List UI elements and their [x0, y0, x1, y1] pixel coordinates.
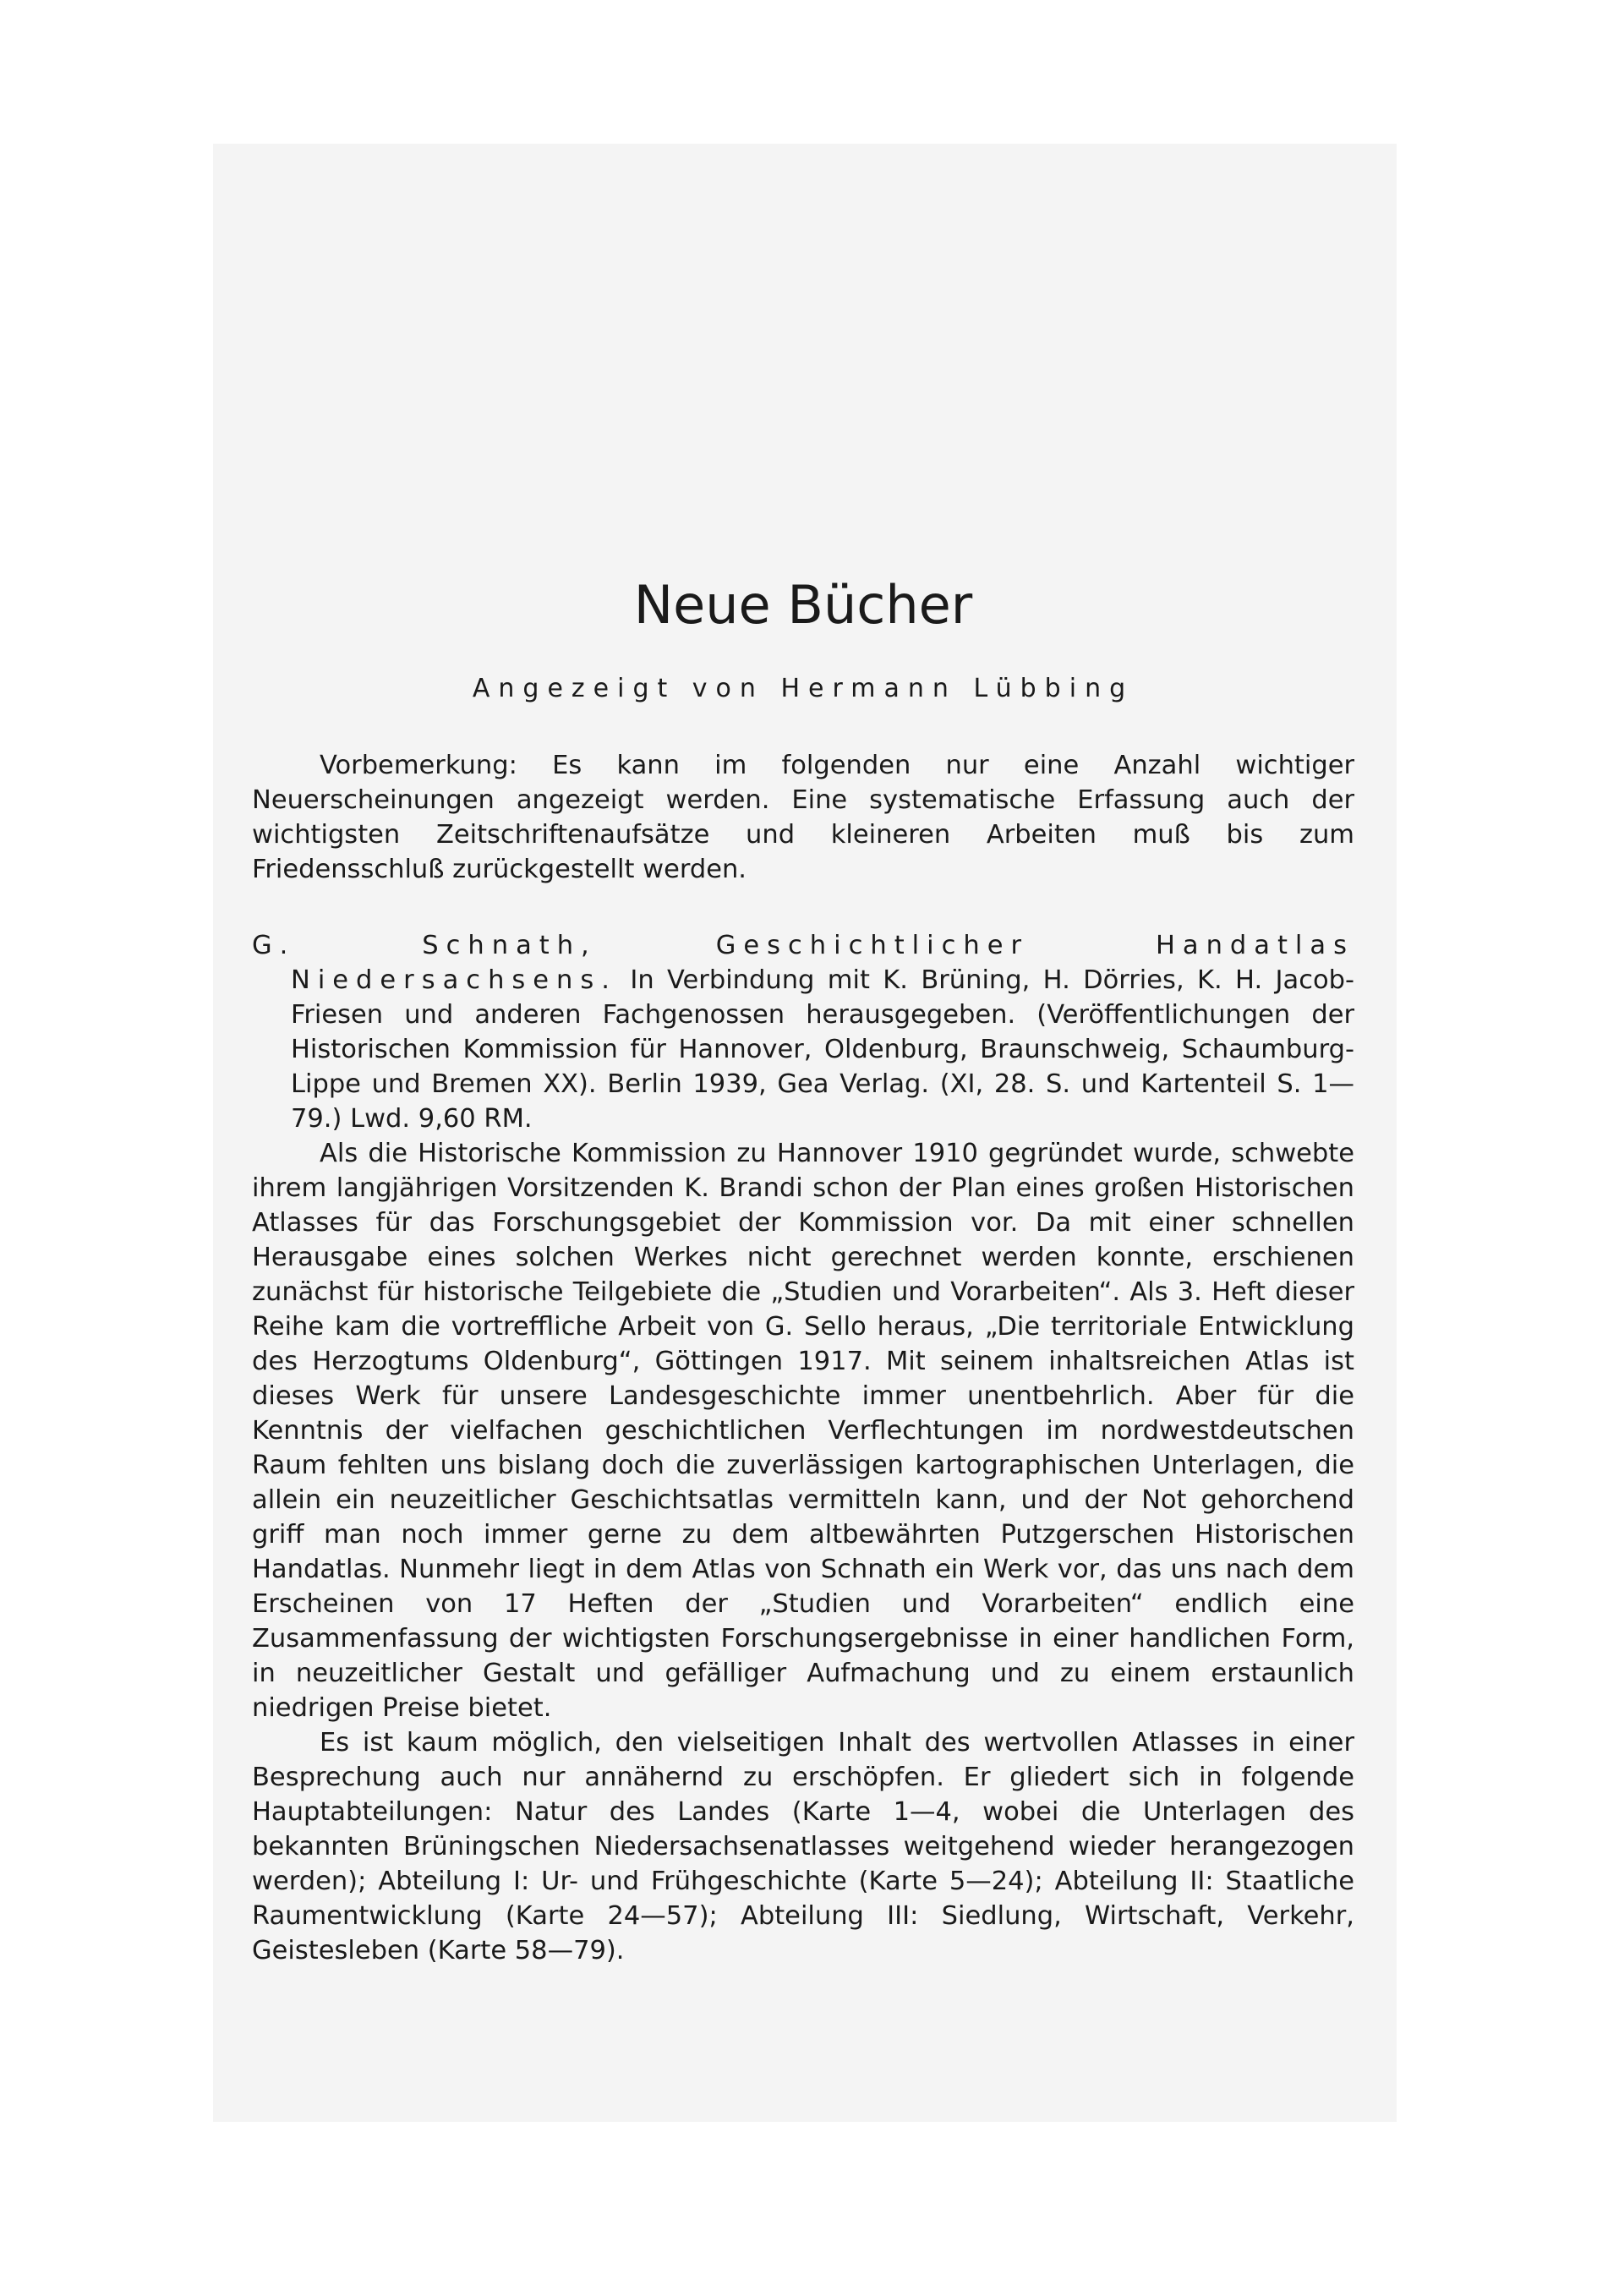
book-review-entry [252, 928, 1354, 1968]
entry-bibliographic: In Verbindung mit K. Brüning, H. Dörries, K. H. Jacob-Friesen und anderen Fachgenossen herausgegeben. (Veröffentlichungen der Historischen Kommission für Hannover, Oldenburg, Braunschweig, Schaumburg-Lippe und Bremen XX). Berlin 1939, Gea Verlag. (XI, 28. S. und Kartenteil S. 1—79.) Lwd. 9,60 RM. [291, 965, 1354, 1134]
page-subtitle: Angezeigt von Hermann Lübbing [472, 674, 1135, 703]
review-paragraph-1: Als die Historische Kommission zu Hannover 1910 gegründet wurde, schwebte ihrem langjährigen Vorsitzenden K. Brandi schon der Plan eines großen Historischen Atlasses für das Forschungsgebiet der Kommission vor. Da mit einer schnellen Herausgabe eines solchen Werkes nicht gerechnet werden konnte, erschienen zunächst für historische Teilgebiete die „Studien und Vorarbeiten“. Als 3. Heft dieser Reihe kam die vortreffliche Arbeit von G. Sello heraus, „Die territoriale Entwicklung des Herzogtums Oldenburg“, Göttingen 1917. Mit seinem inhaltsreichen Atlas ist dieses Werk für unsere Landesgeschichte immer unentbehrlich. Aber für die Kenntnis der vielfachen geschichtlichen Verflechtungen im nordwestdeutschen Raum fehlten uns bislang doch die zuverlässigen kartographischen Unterlagen, die allein ein neuzeitlicher Geschichtsatlas vermitteln kann, und der Not gehorchend griff man noch immer gerne zu dem altbewährten Putzgerschen Historischen Handatlas. Nunmehr liegt in dem Atlas von Schnath ein Werk vor, das uns nach dem Erscheinen von 17 Heften der „Studien und Vorarbeiten“ endlich eine Zusammenfassung der wichtigsten Forschungsergebnisse in einer handlichen Form, in neuzeitlicher Gestalt und gefälliger Aufmachung und zu einem erstaunlich niedrigen Preise bietet. [252, 1139, 1354, 1723]
prefatory-note: Vorbemerkung: Es kann im folgenden nur eine Anzahl wichtiger Neuerscheinungen angezeigt werden. Eine systematische Erfassung auch der wichtigsten Zeitschriftenaufsätze und kleineren Arbeiten muß bis zum Friedensschluß zurückgestellt werden. [252, 751, 1354, 884]
entry-citation [252, 928, 1354, 1136]
entry-work-title: Geschichtlicher Handatlas Niedersachsens. [291, 931, 1354, 995]
review-paragraph-2: Es ist kaum möglich, den vielseitigen Inhalt des wertvollen Atlasses in einer Besprechung auch nur annähernd zu erschöpfen. Er gliedert sich in folgende Hauptabteilungen: Natur des Landes (Karte 1—4, wobei die Unterlagen des bekannten Brüningschen Niedersachsenatlasses weitgehend wieder herangezogen werden); Abteilung I: Ur- und Frühgeschichte (Karte 5—24); Abteilung II: Staatliche Raumentwicklung (Karte 24—57); Abteilung III: Siedlung, Wirtschaft, Verkehr, Geistesleben (Karte 58—79). [252, 1728, 1354, 1965]
entry-author: G. Schnath, [252, 931, 597, 960]
page-title: Neue Bücher [633, 574, 973, 636]
